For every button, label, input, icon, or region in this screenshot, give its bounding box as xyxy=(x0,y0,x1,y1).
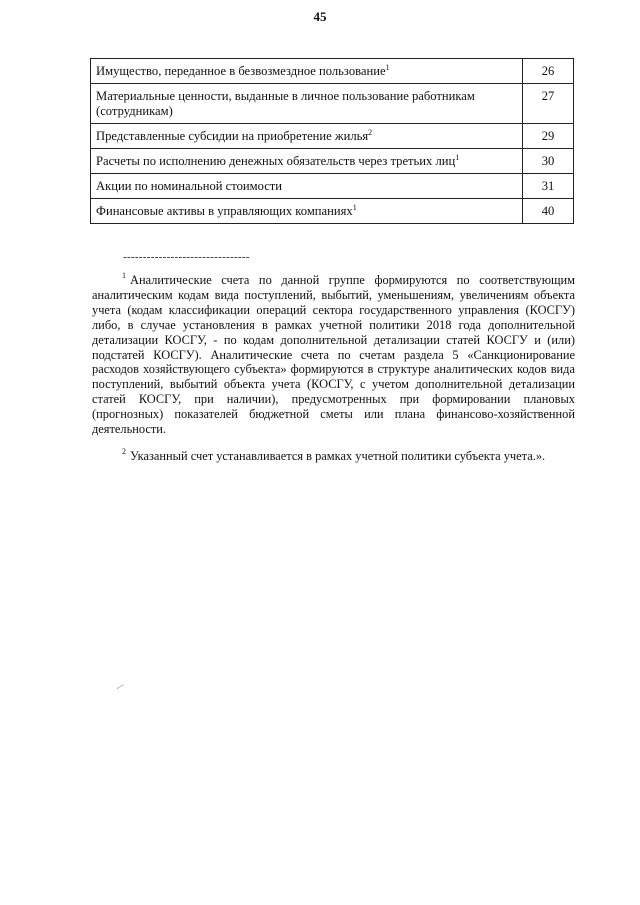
account-name: Материальные ценности, выданные в личное пользование работникам (сотрудникам) xyxy=(96,89,475,118)
accounts-table xyxy=(90,58,574,224)
account-name: Имущество, переданное в безвозмездное пользование xyxy=(96,64,386,78)
account-code: 30 xyxy=(523,149,574,174)
account-name: Акции по номинальной стоимости xyxy=(96,179,283,193)
table-row xyxy=(91,124,574,149)
account-name-cell xyxy=(91,59,523,84)
stray-mark xyxy=(117,684,125,690)
table-row xyxy=(91,174,574,199)
footnote-text: Аналитические счета по данной группе формируются по соответствующим аналитическим кодам вида поступлений, выбытий, уменьшениям, увеличениям объекта учета (кодам классификации операций сектора государственного управления (КОСГУ) либо, в случае установления в рамках учетной политики 2018 года дополнительной детализации КОСГУ, - по кодам дополнительной детализации статей КОСГУ и (или) подстатей КОСГУ). Аналитические счета по счетам раздела 5 «Санкционирование расходов хозяйствующего субъекта» формируются в структуре аналитических кодов вида поступлений, выбытий объекта учета (КОСГУ, с учетом дополнительной детализации статей КОСГУ, при наличии), предусмотренных при формировании плановых (прогнозных) показателей бюджетной сметы или плана финансово-хозяйственной деятельности. xyxy=(92,273,575,437)
accounts-table-body xyxy=(91,59,574,224)
account-name-cell xyxy=(91,124,523,149)
footnotes xyxy=(92,273,575,464)
footnote-1 xyxy=(92,273,575,437)
footnote-separator: -------------------------------- xyxy=(123,251,250,263)
footnote-2 xyxy=(92,446,575,464)
account-name: Расчеты по исполнению денежных обязательств через третьих лиц xyxy=(96,154,456,168)
account-code: 31 xyxy=(523,174,574,199)
page-number: 45 xyxy=(313,9,327,24)
account-name: Финансовые активы в управляющих компаниях xyxy=(96,204,353,218)
account-name-cell xyxy=(91,174,523,199)
footnote-text: Указанный счет устанавливается в рамках учетной политики субъекта учета.». xyxy=(130,448,546,463)
account-code: 40 xyxy=(523,199,574,224)
account-name: Представленные субсидии на приобретение жилья xyxy=(96,129,369,143)
footnote-ref: 1 xyxy=(352,203,357,212)
account-name-cell xyxy=(91,199,523,224)
account-code: 29 xyxy=(523,124,574,149)
table-row xyxy=(91,59,574,84)
footnote-marker: 2 xyxy=(122,446,126,456)
table-row xyxy=(91,199,574,224)
account-name-cell xyxy=(91,149,523,174)
table-row xyxy=(91,84,574,124)
table-row xyxy=(91,149,574,174)
footnote-ref: 2 xyxy=(368,128,373,137)
footnote-ref: 1 xyxy=(385,63,390,72)
footnote-marker: 1 xyxy=(122,271,126,280)
footnote-ref: 1 xyxy=(455,153,460,162)
account-code: 27 xyxy=(523,84,574,124)
account-code: 26 xyxy=(523,59,574,84)
account-name-cell xyxy=(91,84,523,124)
